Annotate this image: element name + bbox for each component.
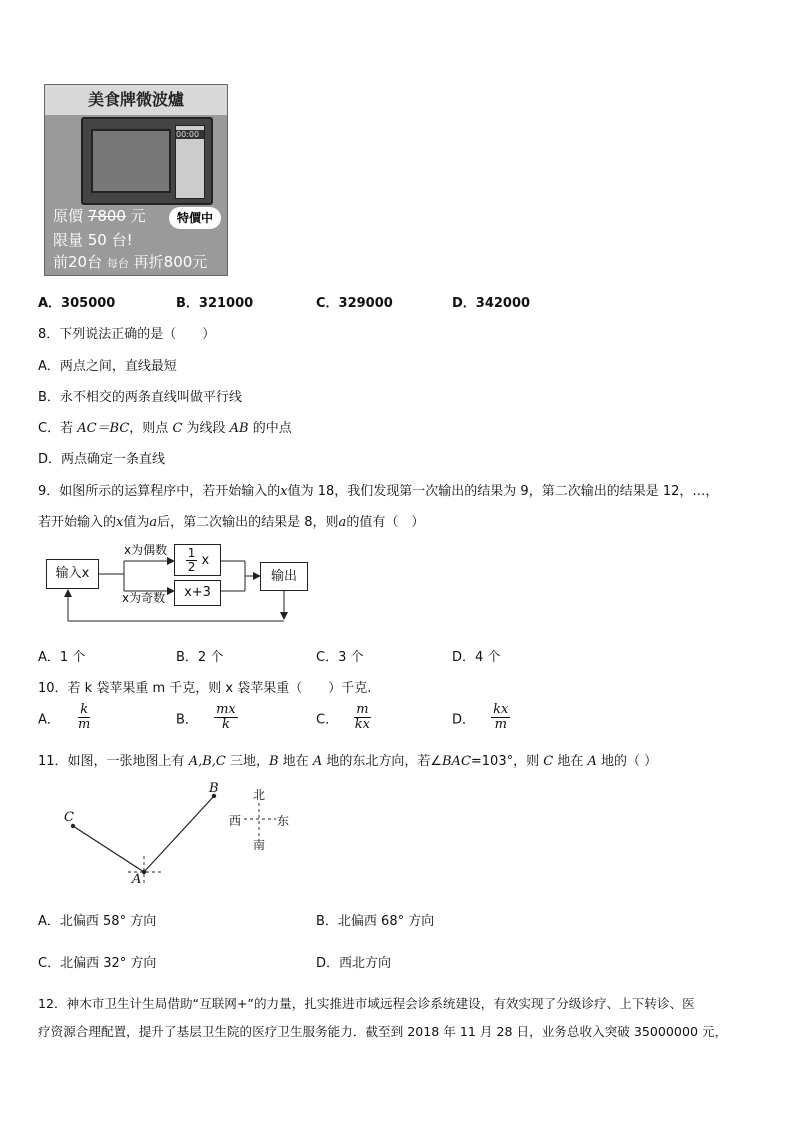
q9-var-x: x [280, 484, 288, 499]
q9-l1a: 9．如图所示的运算程序中，若开始输入的 [38, 484, 281, 499]
q8-option-d: D．两点确定一条直线 [38, 452, 166, 467]
q11-f: 地在 [553, 754, 588, 769]
q8-c-post: 的中点 [248, 421, 292, 436]
q8-c-mid: ，则点 [129, 421, 173, 436]
q8-c-point: C [172, 421, 183, 436]
q11-a: 11．如图，一张地图上有 [38, 754, 189, 769]
q8-c-math: AC＝BC [77, 421, 130, 436]
sale-badge: 特價中 [169, 207, 221, 229]
q12-line2: 疗资源合理配置，提升了基层卫生院的医疗卫生服务能力．截至到 2018 年 11 月 28 日，业务总收入突破 35000000 元， [38, 1024, 728, 1039]
flow-odd-label: x为奇数 [122, 591, 166, 605]
q11-pt-b: B [268, 754, 279, 769]
ad-header: 美食牌微波爐 [45, 85, 227, 115]
half-var: x [201, 553, 210, 569]
ad-front: 前20台 [53, 253, 103, 271]
q10-d-label: D． [452, 712, 476, 728]
q9-var-a2: a [338, 515, 347, 530]
q10-c-label: C． [316, 712, 339, 728]
q11-angle: BAC [442, 754, 471, 769]
price-unit: 元 [130, 207, 146, 225]
q11-pt-c: C [543, 754, 554, 769]
ad-limit: 限量 50 台! [53, 231, 133, 249]
q11-pt-a: A [312, 754, 323, 769]
flow-even-label: x为偶数 [124, 543, 168, 557]
q9-option-d: D．4 个 [452, 650, 501, 665]
q11-g: 地的（ ） [596, 754, 658, 769]
flow-input-box: 输入x [46, 559, 99, 589]
q8-option-a: A．两点之间，直线最短 [38, 359, 177, 374]
q11-option-d: D．西北方向 [316, 956, 392, 971]
price-label: 原價 [53, 207, 84, 225]
q7-option-d: D．342000 [452, 296, 531, 311]
map-label-b: B [209, 781, 219, 796]
q9-l2c: 后，第二次输出的结果是 8，则 [157, 515, 339, 530]
q11-points: A,B,C [188, 754, 226, 769]
ad-discount: 再折800元 [133, 253, 208, 271]
half-num: 1 [187, 546, 196, 560]
flow-plus3-box: x+3 [174, 580, 221, 606]
map-label-c: C [64, 810, 74, 825]
q10-c-den: kx [354, 717, 370, 733]
q9-l2a: 若开始输入的 [38, 515, 117, 530]
half-den: 2 [187, 560, 196, 575]
q10-a-label: A． [38, 712, 60, 728]
compass-north: 北 [253, 788, 266, 802]
q10-b-num: mx [216, 702, 236, 717]
q11-option-b: B．北偏西 68° 方向 [316, 914, 435, 929]
q10-a-num: k [78, 703, 90, 718]
compass-south: 南 [253, 838, 266, 852]
q12-line1: 12．神木市卫生计生局借助“互联网+”的力量，扎实推进市域远程会诊系统建设，有效实现了分级诊疗、上下转诊、医 [38, 996, 695, 1011]
map-label-a: A [132, 872, 142, 887]
q8-c-pre: C．若 [38, 421, 78, 436]
q8-stem: 8．下列说法正确的是（ ） [38, 327, 216, 342]
original-price: 7800 [87, 207, 126, 225]
q7-option-c: C．329000 [316, 296, 393, 311]
q9-var-x2: x [116, 515, 124, 530]
microwave-display: 00:00 [176, 130, 204, 139]
q10-stem: 10．若 k 袋苹果重 m 千克，则 x 袋苹果重（ ）千克. [38, 681, 372, 696]
q9-var-a: a [149, 515, 158, 530]
q8-c-mid2: 为线段 [182, 421, 230, 436]
q11-pt-a2: A [587, 754, 597, 769]
compass-east: 东 [277, 814, 290, 828]
q10-c-num: m [356, 702, 369, 717]
q11-option-a: A．北偏西 58° 方向 [38, 914, 157, 929]
q11-option-c: C．北偏西 32° 方向 [38, 956, 157, 971]
q9-l2d: 的值有（ ） [346, 515, 425, 530]
q7-option-b: B．321000 [176, 296, 254, 311]
q10-d-den: m [494, 717, 507, 733]
q11-b: 三地， [225, 754, 269, 769]
q11-d: 地的东北方向，若∠ [322, 754, 442, 769]
q10-d-num: kx [493, 702, 509, 717]
q9-l1b: 值为 18，我们发现第一次输出的结果为 9，第二次输出的结果是 12，…， [287, 484, 719, 499]
compass-west: 西 [229, 814, 242, 828]
ad-each: 每台 [106, 257, 129, 270]
q9-option-c: C．3 个 [316, 650, 364, 665]
q10-b-label: B． [176, 712, 198, 728]
q8-option-b: B．永不相交的两条直线叫做平行线 [38, 390, 242, 405]
q9-option-a: A．1 个 [38, 650, 86, 665]
q10-a-den: m [78, 717, 91, 733]
flow-output-box: 输出 [260, 562, 308, 591]
q11-c: 地在 [278, 754, 313, 769]
q7-option-a: A．305000 [38, 296, 116, 311]
q9-option-b: B．2 个 [176, 650, 224, 665]
q10-b-den: k [221, 717, 230, 733]
q9-l2b: 值为 [123, 515, 150, 530]
q8-c-segment: AB [229, 421, 249, 436]
q11-e: =103°，则 [470, 754, 544, 769]
